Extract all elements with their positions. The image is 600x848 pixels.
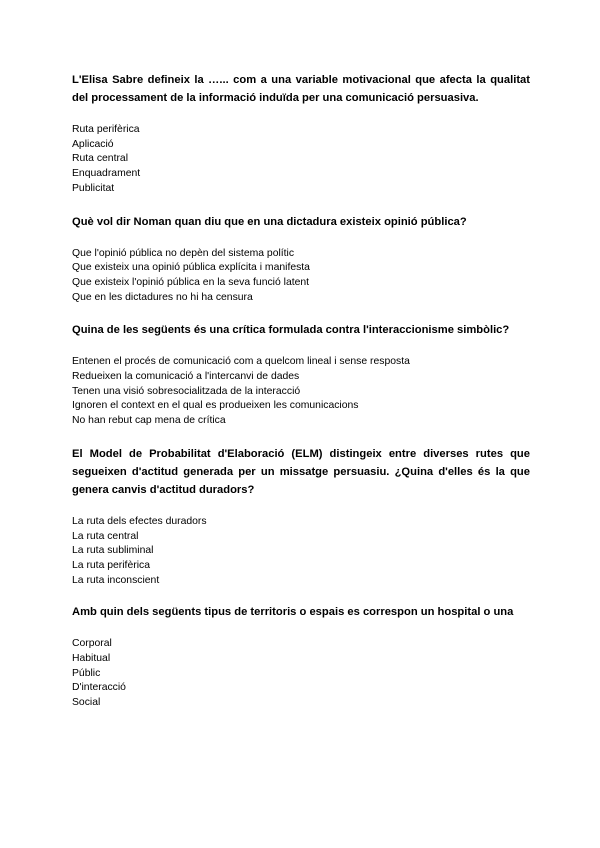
options-list <box>72 355 530 429</box>
option-item: La ruta subliminal <box>72 545 154 557</box>
option-item: Que en les dictadures no hi ha censura <box>72 291 253 303</box>
question-block <box>72 213 530 306</box>
options-list <box>72 637 530 711</box>
option-item: Que existeix l'opinió pública en la seva funció latent <box>72 276 310 288</box>
option-item: Públic <box>72 667 101 679</box>
document-page <box>72 71 530 726</box>
option-item: Publicitat <box>72 182 115 194</box>
options-list <box>72 515 530 589</box>
options-list <box>72 247 530 306</box>
question-block <box>72 603 530 711</box>
option-item: La ruta perifèrica <box>72 559 150 571</box>
option-item: Redueixen la comunicació a l'intercanvi de dades <box>72 371 300 383</box>
question-block <box>72 71 530 197</box>
question-block <box>72 321 530 429</box>
option-item: No han rebut cap mena de crítica <box>72 415 226 427</box>
option-item: D'interacció <box>72 682 126 694</box>
question-block <box>72 445 530 589</box>
option-item: Que l'opinió pública no depèn del sistema polític <box>72 247 295 259</box>
option-item: Social <box>72 697 101 709</box>
option-item: Habitual <box>72 653 111 665</box>
option-item: La ruta central <box>72 530 139 542</box>
option-item: Aplicació <box>72 138 114 150</box>
option-item: Tenen una visió sobresocialitzada de la interacció <box>72 385 301 397</box>
option-item: La ruta dels efectes duradors <box>72 515 207 527</box>
options-list <box>72 123 530 197</box>
option-item: La ruta inconscient <box>72 574 160 586</box>
question-text: Amb quin dels següents tipus de territoris o espais es correspon un hospital o una <box>72 606 514 619</box>
question-text: L'Elisa Sabre defineix la …... com a una variable motivacional que afecta la qualitat del processament de la informació induïda per una comunicació persuasiva. <box>72 74 530 104</box>
option-item: Que existeix una opinió pública explícita i manifesta <box>72 262 310 274</box>
option-item: Ruta central <box>72 153 129 165</box>
question-text: El Model de Probabilitat d'Elaboració (ELM) distingeix entre diverses rutes que segueixen d'actitud generada per un missatge persuasiu. ¿Quina d'elles és la que genera canvis d'actitud duradors? <box>72 447 530 496</box>
question-text: Què vol dir Noman quan diu que en una dictadura existeix opinió pública? <box>72 215 467 228</box>
option-item: Ruta perifèrica <box>72 124 140 135</box>
option-item: Corporal <box>72 638 112 650</box>
option-item: Entenen el procés de comunicació com a quelcom lineal i sense resposta <box>72 356 410 368</box>
option-item: Enquadrament <box>72 168 141 180</box>
question-text: Quina de les següents és una crítica formulada contra l'interaccionisme simbòlic? <box>72 324 510 337</box>
option-item: Ignoren el context en el qual es produeixen les comunicacions <box>72 400 359 412</box>
